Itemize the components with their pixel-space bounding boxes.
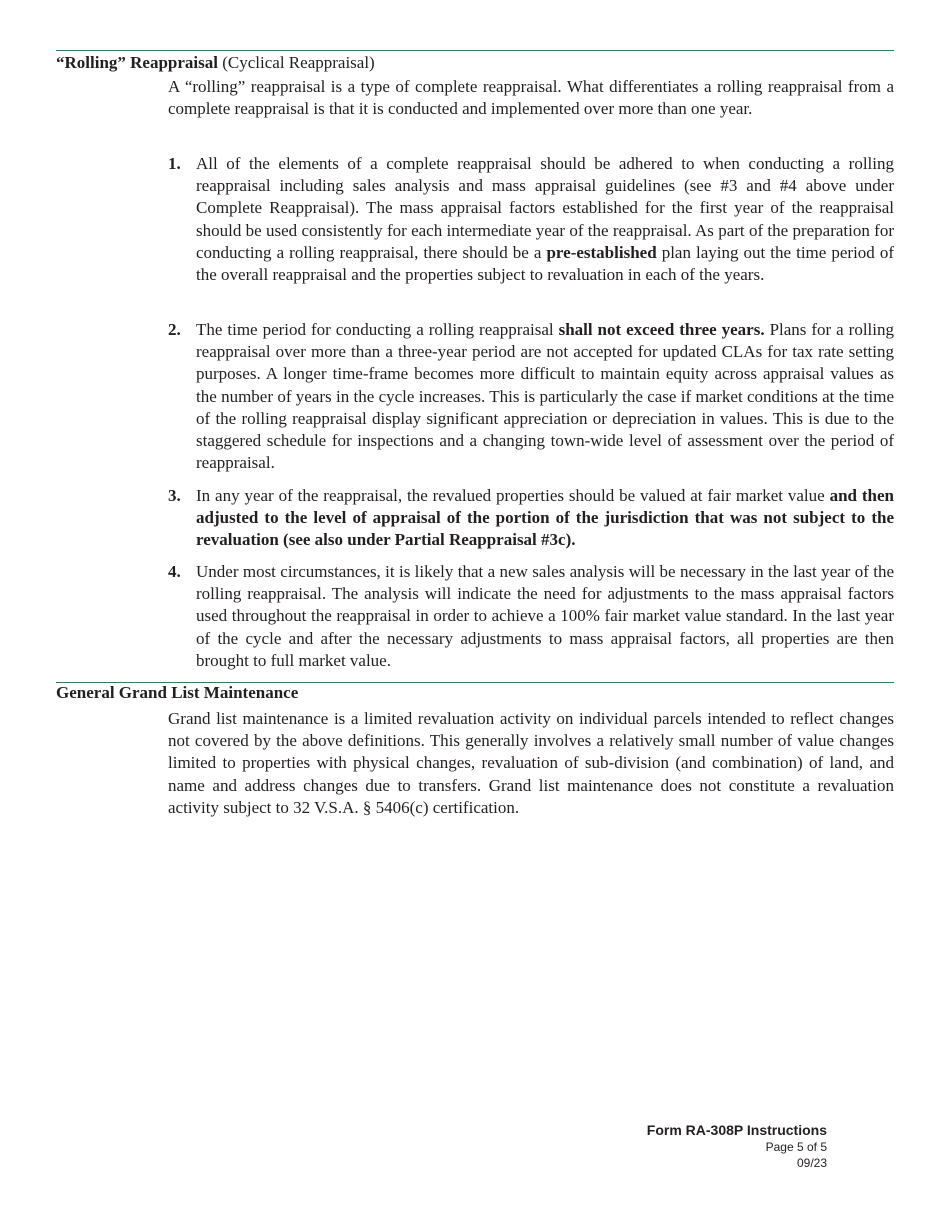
list-item-text: The time period for conducting a rolling reappraisal shall not exceed three years. Plans for a rolling reappraisal over more than a three-year period are not accepted for updated CLAs for tax rate setting purposes. A longer time-frame becomes more difficult to maintain equity across appraisal values as the number of years in the cycle increases. This is particularly the case if market conditions at the time of the rolling reappraisal display significant appreciation or depreciation in values. This is due to the staggered schedule for inspections and a changing town-wide level of assessment over the period of reappraisal. xyxy=(196,320,894,473)
section-divider-top xyxy=(56,50,894,51)
list-item-number: 4. xyxy=(168,562,181,581)
list-item xyxy=(168,153,894,286)
list-item-number: 3. xyxy=(168,486,181,505)
grand-list-maintenance-body: Grand list maintenance is a limited revaluation activity on individual parcels intended to reflect changes not covered by the above definitions. This generally involves a relatively small number of value changes limited to properties with physical changes, revaluation of sub-division (and combination) of land, and name and address changes due to transfers. Grand list maintenance does not constitute a revaluation activity subject to 32 V.S.A. § 5406(c) certification. xyxy=(168,709,894,817)
list-item-text: All of the elements of a complete reappraisal should be adhered to when conducting a rolling reappraisal including sales analysis and mass appraisal guidelines (see #3 and #4 above under Complete Reappraisal). The mass appraisal factors established for the first year of the reappraisal should be used consistently for each intermediate year of the reappraisal. As part of the preparation for conducting a rolling reappraisal, there should be a pre-established plan laying out the time period of the overall reappraisal and the properties subject to revaluation in each of the years. xyxy=(196,154,894,285)
rolling-reappraisal-subtitle: (Cyclical Reappraisal) xyxy=(218,53,375,72)
list-item xyxy=(168,485,894,552)
list-item-number: 2. xyxy=(168,320,181,339)
rolling-reappraisal-heading xyxy=(56,52,375,74)
rolling-reappraisal-title: “Rolling” Reappraisal xyxy=(56,53,218,72)
page-footer xyxy=(647,1121,827,1171)
rolling-reappraisal-intro: A “rolling” reappraisal is a type of complete reappraisal. What differentiates a rolling reappraisal from a complete reappraisal is that it is conducted and implemented over more than one year. xyxy=(168,77,894,119)
form-date: 09/23 xyxy=(796,1156,827,1170)
list-item xyxy=(168,319,894,474)
list-item-text: Under most circumstances, it is likely that a new sales analysis will be necessary in the last year of the rolling reappraisal. The analysis will indicate the need for adjustments to the mass appraisal factors used throughout the reappraisal in order to achieve a 100% fair market value standard. In the last year of the cycle and after the necessary adjustments to mass appraisal factors, all properties are then brought to full market value. xyxy=(196,562,894,670)
grand-list-maintenance-title: General Grand List Maintenance xyxy=(56,683,299,702)
list-item xyxy=(168,561,894,672)
grand-list-maintenance-heading xyxy=(56,682,298,704)
list-item-text: In any year of the reappraisal, the revalued properties should be valued at fair market value and then adjusted to the level of appraisal of the portion of the jurisdiction that was not subject to the revaluation (see also under Partial Reappraisal #3c). xyxy=(196,486,894,550)
form-name: Form RA-308P Instructions xyxy=(646,1122,827,1138)
page-number: Page 5 of 5 xyxy=(765,1140,827,1154)
list-item-number: 1. xyxy=(168,154,181,173)
